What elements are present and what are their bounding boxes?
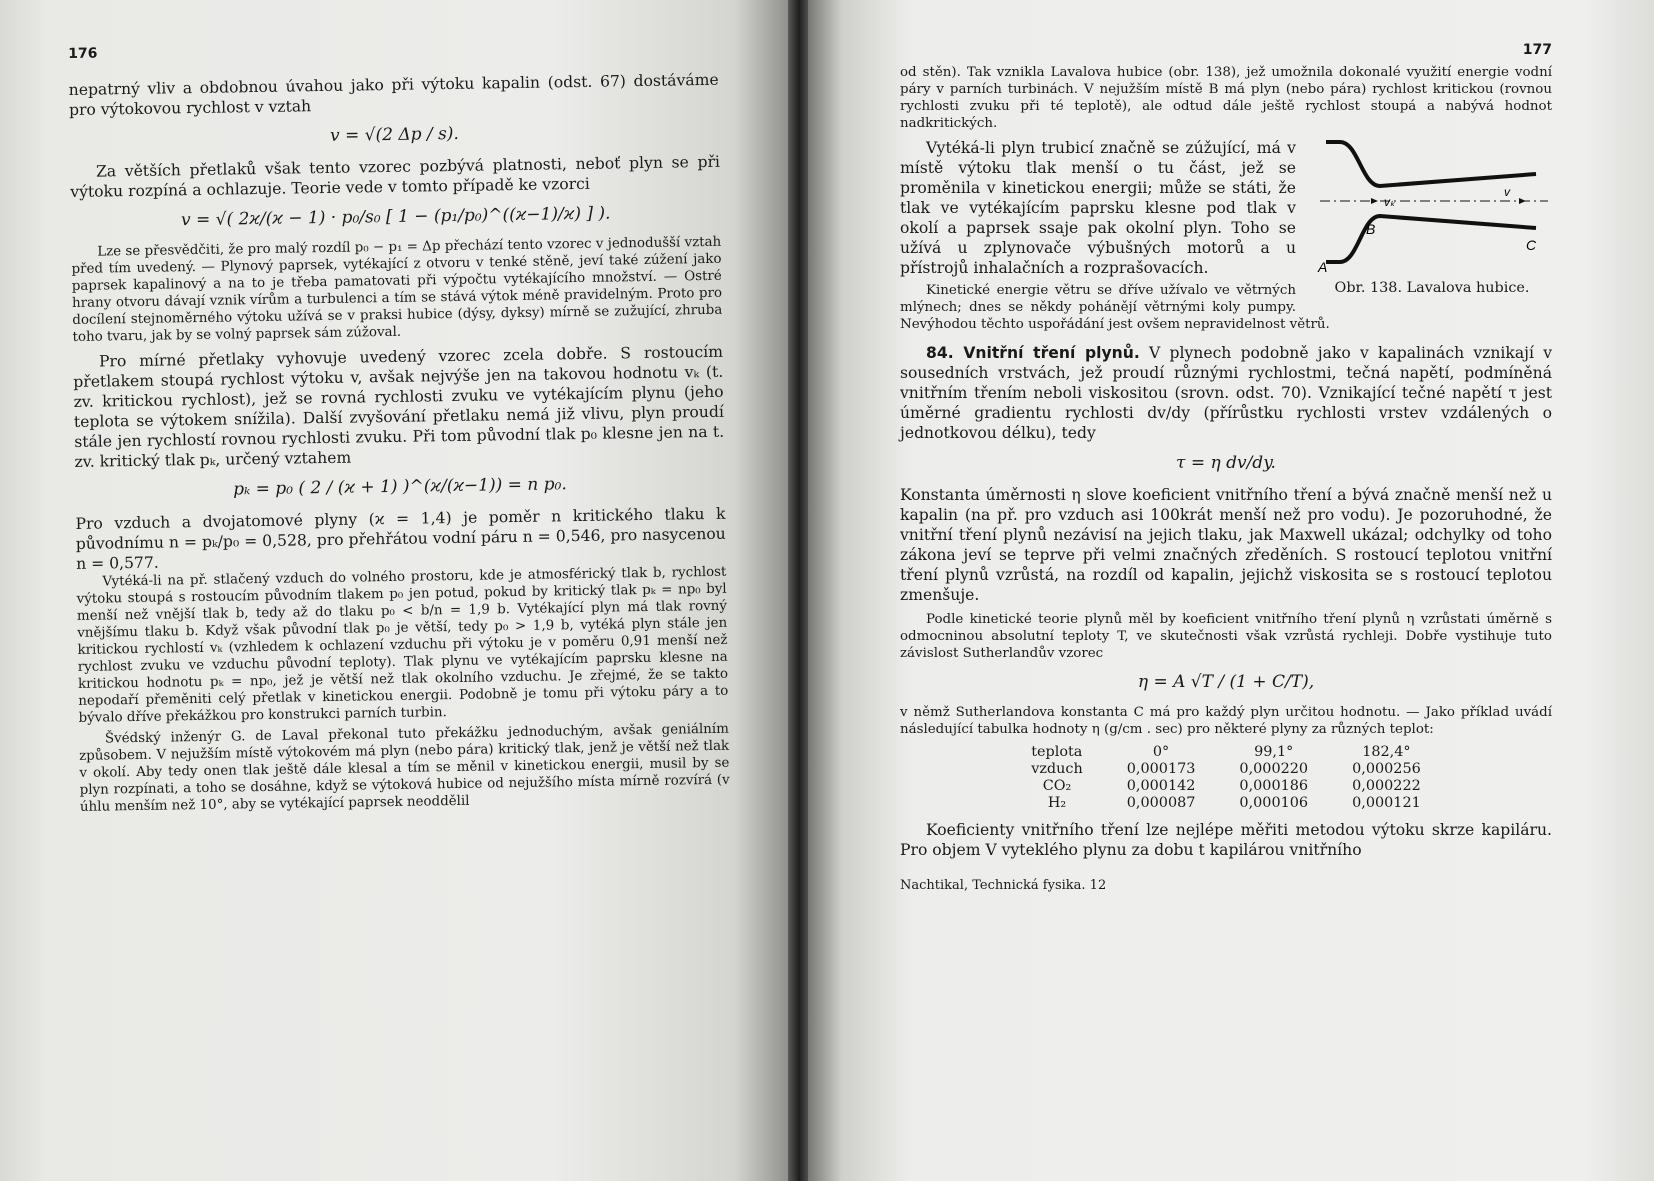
left-page [0, 0, 790, 1181]
label-vk: vₖ [1384, 195, 1396, 209]
paragraph-small: Podle kinetické teorie plynů měl by koeficient vnitřního tření plynů η vzrůstati úměrně s odmocninou absolutní teploty T, ve skutečnosti však vzrůstá rychleji. Dobře vystihuje tuto závislost Sutherlandův vzorec [900, 612, 1552, 661]
book-spine [788, 0, 810, 1181]
table-cell: 0,000106 [1239, 795, 1309, 811]
table-header-cell: 0° [1152, 744, 1170, 760]
nozzle-upper-wall [1326, 142, 1536, 186]
table-cell: 0,000222 [1352, 778, 1421, 794]
formula: η = A √T / (1 + C/T), [1137, 672, 1315, 692]
paragraph: Za větších přetlaků však tento vzorec pozbývá platnosti, neboť plyn se při výtoku rozpíná a ochlazuje. Teorie vede v tomto případě ke vzorci [70, 152, 721, 201]
table-cell: 0,000121 [1352, 795, 1421, 811]
paragraph: Konstanta úměrnosti η slove koeficient vnitřního tření a bývá značně menší než u kapalin (na př. pro vzduch asi 100krát menší než pro vodu). Je pozoruhodné, že vnitřní tření plynů nezávisí na jejich tlaku, jak Maxwell ukázal; odchylky od toho zákona jeví se teprve při velmi značných zředěních. S rostoucí teplotou vnitřní tření plynů vzrůstá, na rozdíl od kapalin, jejichž viskosita se s rostoucí teplotou zmenšuje. [900, 486, 1552, 604]
page-number-right: 177 [1522, 42, 1552, 58]
section-paragraph [900, 343, 1552, 443]
right-page [808, 0, 1654, 1181]
left-page-content [68, 34, 730, 816]
figure-caption: Obr. 138. Lavalova hubice. [1334, 280, 1530, 296]
formula: pₖ = p₀ ( 2 / (ϰ + 1) )^(ϰ/(ϰ−1)) = n p₀. [233, 474, 567, 500]
paragraph: Pro vzduch a dvojatomové plyny (ϰ = 1,4) je poměr n kritického tlaku k původnímu n = pₖ/p₀ = 0,528, pro přehřátou vodní páru n = 0,546, pro nasycenou n = 0,577. [75, 504, 726, 573]
table-cell: CO₂ [1042, 778, 1072, 794]
label-v: v [1504, 185, 1510, 199]
label-c: C [1526, 237, 1537, 253]
table-row [1009, 795, 1443, 812]
right-page-content [900, 40, 1552, 896]
label-b: B [1366, 221, 1376, 237]
section-text: V plynech podobně jako v kapalinách vznikají v sousedních vrstvách, jež proudí různými rychlostmi, tečná napětí, podmíněná vnitřním třením neboli viskositou (srovn. odst. 70). Vznikající tečné napětí τ jest úměrné gradientu rychlosti dv/dy (přírůstku rychlosti vrstev vzdálených o jednotkovou délku), tedy [900, 344, 1553, 442]
paragraph-small: Lze se přesvědčiti, že pro malý rozdíl p₀ − p₁ = Δp přechází tento vzorec v jednodušší vztah před tím uvedený. — Plynový paprsek, vytékající z otvoru v tenké stěně, jeví také zúžení jako paprsek kapalinový a na to je třeba pamatovati při výpočtu vytékajícího množství. — Ostré hrany otvoru dávají vznik vírům a turbulenci a tím se stává výtok méně pravidelným. Proto pro docílení stejnoměrného výtoku užívá se v praksi hubice (dýsy, dyksy) mírně se zužující, zhruba toho tvaru, jak by se volný paprsek sám zúžoval. [71, 234, 723, 345]
paragraph-small: v němž Sutherlandova konstanta C má pro každý plyn určitou hodnotu. — Jako příklad uvádí následující tabulka hodnoty η (g/cm . sec) pro některé plyny za různých teplot: [900, 705, 1552, 737]
table-cell: 0,000186 [1239, 778, 1309, 794]
table-cell: 0,000087 [1126, 795, 1196, 811]
table-cell: H₂ [1047, 795, 1067, 811]
table-header-cell: 99,1° [1254, 744, 1294, 760]
arrow-v-icon [1519, 198, 1526, 204]
page-number-left: 176 [68, 45, 98, 62]
section-title: 84. Vnitřní tření plynů. [926, 344, 1140, 362]
figure-laval-nozzle [1312, 134, 1552, 298]
page-footer: Nachtikal, Technická fysika. 12 [900, 878, 1107, 893]
arrow-vk-icon [1371, 198, 1378, 204]
table-cell: 0,000173 [1126, 761, 1196, 777]
laval-nozzle-diagram [1314, 134, 1550, 276]
paragraph: Koeficienty vnitřního tření lze nejlépe měřiti metodou výtoku skrze kapiláru. Pro objem V vyteklého plynu za dobu t kapilárou vnitřního [900, 821, 1552, 859]
table-header-cell: teplota [1031, 744, 1083, 760]
table-cell: 0,000142 [1126, 778, 1196, 794]
paragraph-small: Švédský inženýr G. de Laval překonal tuto překážku jednoduchým, avšak geniálním způsobem. V nejužším místě výtokovém má plyn (nebo pára) kritický tlak, jenž je větší než tlak v okolí. Aby tedy onen tlak ještě dále klesal a tím se měnil v kinetickou energii, musil by se plyn rozpínati, a toho se dosáhne, když se výtoková hubice od nejužšího místa mírně rozvírá (v úhlu menším než 10°, aby se vytékající paprsek neoddělil [79, 721, 730, 815]
paragraph-small: Kinetické energie větru se dříve užívalo ve větrných mlýnech; dnes se někdy pohánějí větrnými koly pumpy. Nevýhodou těchto uspořádání jest ovšem nepravidelnost větrů. [900, 283, 1330, 332]
nozzle-lower-wall [1326, 216, 1536, 262]
table-row [1009, 761, 1443, 778]
paragraph: Vytéká-li plyn trubicí značně se zúžující, má v místě výtoku tlak menší o tu část, jež se proměnila v kinetickou energii; může se státi, že tlak ve vytékajícím paprsku klesne pod tlak v okolí a paprsek ssaje pak okolní plyn. Toho se užívá u zplynovače výbušných motorů a u přístrojů inhalačních a rozprašovacích. [900, 139, 1296, 277]
formula: τ = η dv/dy. [1176, 453, 1276, 473]
table-row [1009, 778, 1443, 795]
table-cell: 0,000256 [1352, 761, 1421, 777]
table-cell: 0,000220 [1239, 761, 1309, 777]
formula: v = √( 2ϰ/(ϰ − 1) · p₀/s₀ [ 1 − (p₁/p₀)^((ϰ−1)/ϰ) ] ). [180, 203, 611, 231]
viscosity-table [1009, 744, 1443, 812]
table-cell: vzduch [1031, 761, 1083, 777]
paragraph-small: Vytéká-li na př. stlačený vzduch do volného prostoru, kde je atmosférický tlak b, rychlost výtoku stoupá s rostoucím původním tlakem p₀ jen potud, pokud by kritický tlak pₖ = np₀ byl menší než vnější tlak b, tedy až do tlaku p₀ < b/n = 1,9 b. Vytékající plyn má tlak rovný vnějšímu tlaku b. Když však původní tlak p₀ je větší, tedy p₀ > 1,9 b, vytéká plyn stále jen kritickou rychlostí vₖ (vzhledem k ochlazení vzduchu při výtoku je v poměru 0,91 menší než rychlost zvuku ve vzduchu původní teploty). Tlak plynu ve vytékajícím paprsku klesne na kritickou hodnotu pₖ = np₀, jež je větší než tlak okolního vzduchu. Je zřejmé, že se takto nepodaří přeměniti celý přetlak v kinetickou energii. Podobně je tomu při výtoku páry a to bývalo dříve překážkou pro konstrukci parních turbin. [76, 564, 729, 726]
paragraph: nepatrný vliv a obdobnou úvahou jako při výtoku kapalin (odst. 67) dostáváme pro výtokovou rychlost v vztah [68, 70, 719, 119]
table-header-cell: 182,4° [1362, 744, 1411, 760]
formula: v = √(2 Δp / s). [329, 123, 460, 146]
paragraph: Pro mírné přetlaky vyhovuje uvedený vzorec zcela dobře. S rostoucím přetlakem stoupá rychlost výtoku v, avšak nejvýše jen na takovou hodnotu vₖ (t. zv. kritickou rychlost), jež se rovná rychlosti zvuku ve vytékajícím plynu (jeho teplota se výtokem snížila). Další zvyšování přetlaku nemá již vlivu, plyn proudí stále jen rychlostí rovnou rychlosti zvuku. Při tom původní tlak p₀ klesne jen na t. zv. kritický tlak pₖ, určený vztahem [73, 342, 725, 471]
table-header-row [1009, 744, 1443, 761]
label-a: A [1318, 259, 1328, 275]
paragraph-small: od stěn). Tak vznikla Lavalova hubice (obr. 138), jež umožnila dokonalé využití energie vodní páry v parních turbinách. V nejužším místě B má plyn (nebo pára) rychlost kritickou (rovnou rychlosti zvuku při té teplotě), ale odtud dále ještě rychlost stoupá a nabývá hodnot nadkritických. [900, 65, 1552, 131]
